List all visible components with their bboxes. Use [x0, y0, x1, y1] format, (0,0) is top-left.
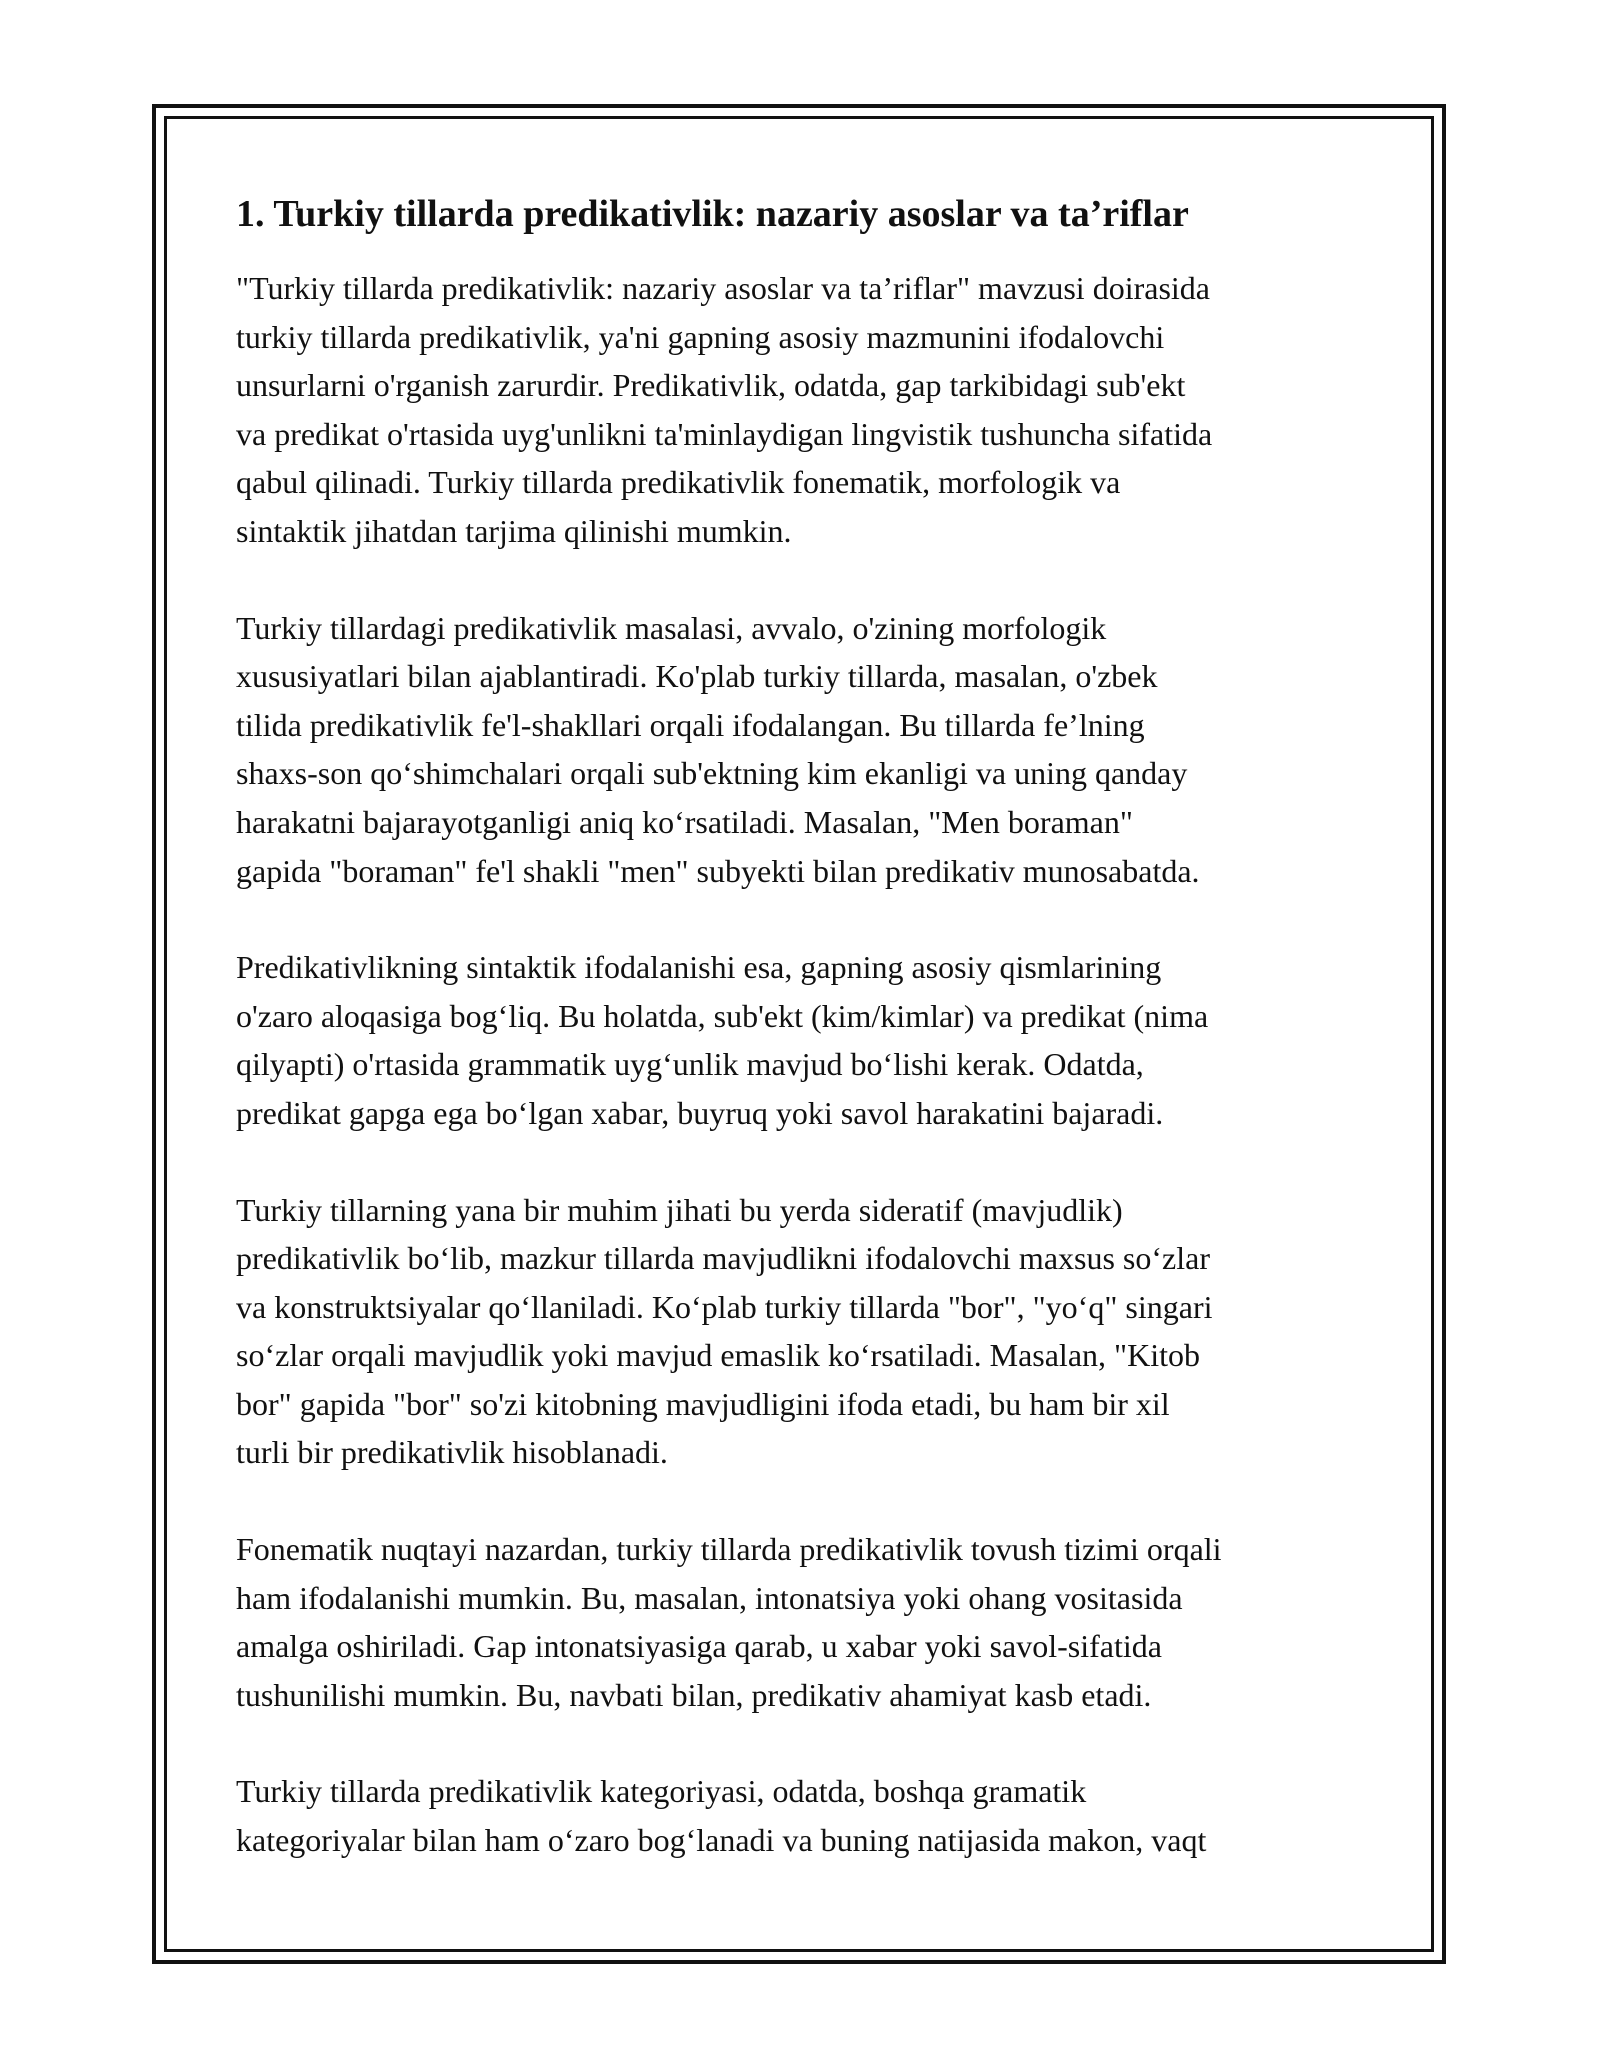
paragraph-6: Turkiy tillarda predikativlik kategoriyasi, odatda, boshqa gramatik kategoriyalar bilan ham o‘zaro bog‘lanadi va buning natijasida makon, vaqt	[236, 1773, 1207, 1859]
section-title: 1. Turkiy tillarda predikativlik: nazariy asoslar va ta’riflar	[236, 193, 1189, 235]
paragraph-1: "Turkiy tillarda predikativlik: nazariy asoslar va ta’riflar" mavzusi doirasida turkiy tillarda predikativlik, ya'ni gapning asosiy mazmunini ifodalovchi unsurlarni o'rganish zarurdir. Predikativlik, odatda, gap tarkibidagi sub'ekt va predikat o'rtasida uyg'unlikni ta'minlaydigan lingvistik tushuncha sifatida qabul qilinadi. Turkiy tillarda predikativlik fonematik, morfologik va sintaktik jihatdan tarjima qilinishi mumkin.	[236, 270, 1213, 549]
document-body	[236, 190, 1376, 1913]
paragraph-2: Turkiy tillardagi predikativlik masalasi, avvalo, o'zining morfologik xususiyatlari bilan ajablantiradi. Ko'plab turkiy tillarda, masalan, o'zbek tilida predikativlik fe'l-shakllari orqali ifodalangan. Bu tillarda fe’lning shaxs-son qo‘shimchalari orqali sub'ektning kim ekanligi va uning qanday harakatni bajarayotganligi aniq ko‘rsatiladi. Masalan, "Men boraman" gapida "boraman" fe'l shakli "men" subyekti bilan predikativ munosabatda.	[236, 609, 1200, 889]
paragraph-3: Predikativlikning sintaktik ifodalanishi esa, gapning asosiy qismlarining o'zaro aloqasiga bog‘liq. Bu holatda, sub'ekt (kim/kimlar) va predikat (nima qilyapti) o'rtasida grammatik uyg‘unlik mavjud bo‘lishi kerak. Odatda, predikat gapga ega bo‘lgan xabar, buyruq yoki savol harakatini bajaradi.	[236, 949, 1209, 1131]
paragraph-5: Fonematik nuqtayi nazardan, turkiy tillarda predikativlik tovush tizimi orqali ham ifodalanishi mumkin. Bu, masalan, intonatsiya yoki ohang vositasida amalga oshiriladi. Gap intonatsiyasiga qarab, u xabar yoki savol-sifatida tushunilishi mumkin. Bu, navbati bilan, predikativ ahamiyat kasb etadi.	[236, 1531, 1222, 1713]
paragraph-4: Turkiy tillarning yana bir muhim jihati bu yerda sideratif (mavjudlik) predikativlik bo‘lib, mazkur tillarda mavjudlikni ifodalovchi maxsus so‘zlar va konstruktsiyalar qo‘llaniladi. Ko‘plab turkiy tillarda "bor", "yo‘q" singari so‘zlar orqali mavjudlik yoki mavjud emaslik ko‘rsatiladi. Masalan, "Kitob bor" gapida "bor" so'zi kitobning mavjudligini ifoda etadi, bu ham bir xil turli bir predikativlik hisoblanadi.	[236, 1191, 1213, 1471]
